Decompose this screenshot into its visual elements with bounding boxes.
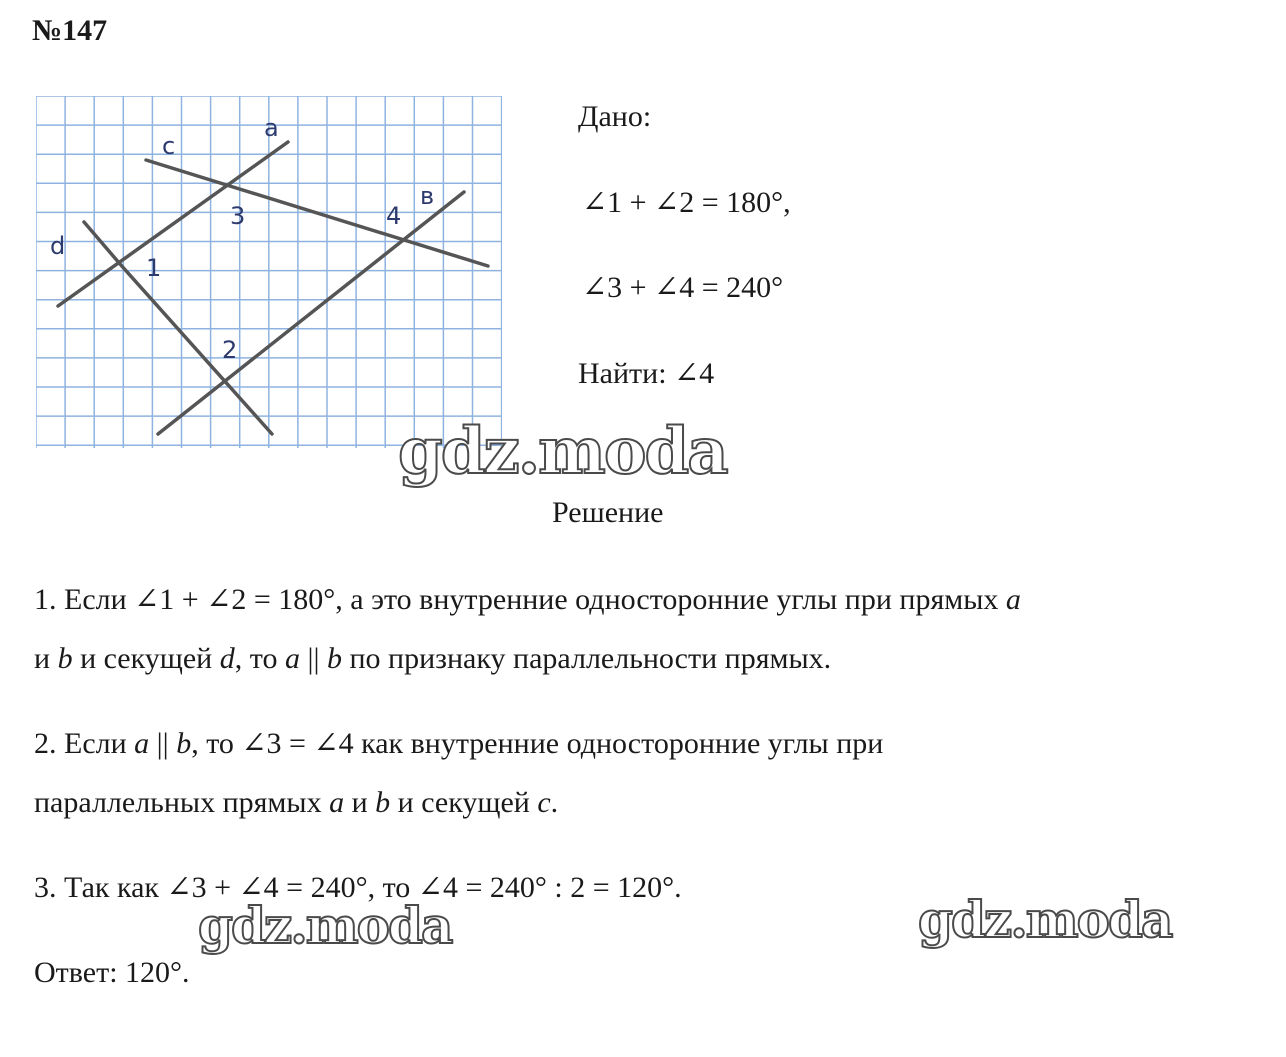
given-eq1: ∠1 + ∠2 = 180°, [582,186,791,219]
step-2-line-2: параллельных прямых a и b и секущей c. [34,786,559,819]
step-1-line-1: 1. Если ∠1 + ∠2 = 180°, а это внутренние односторонние углы при прямых a [34,583,1021,616]
step-2-line-1: 2. Если a || b, то ∠3 = ∠4 как внутренние односторонние углы при [34,727,884,760]
step-1-line-2: и b и секущей d, то a || b по признаку параллельности прямых. [34,642,832,675]
problem-number: №147 [32,14,108,47]
step-3: 3. Так как ∠3 + ∠4 = 240°, то ∠4 = 240° : 2 = 120°. [34,871,682,904]
label-angle-3: 3 [230,202,246,230]
grid-figure [36,96,502,448]
label-d: d [50,232,66,260]
answer: Ответ: 120°. [34,956,190,989]
label-a: a [264,114,279,142]
given-eq2: ∠3 + ∠4 = 240° [582,271,784,304]
watermark: gdz.moda [918,890,1172,949]
find-label: Найти: ∠4 [578,357,715,390]
watermark: gdz.moda [398,414,727,489]
line-b [158,192,464,434]
label-angle-2: 2 [222,336,238,364]
label-c: c [162,132,176,160]
watermark: gdz.moda [198,896,452,955]
line-d [84,222,272,434]
label-angle-4: 4 [386,202,402,230]
label-b: в [420,182,435,210]
solution-heading: Решение [552,496,664,529]
given-label: Дано: [578,100,652,133]
label-angle-1: 1 [146,254,162,282]
